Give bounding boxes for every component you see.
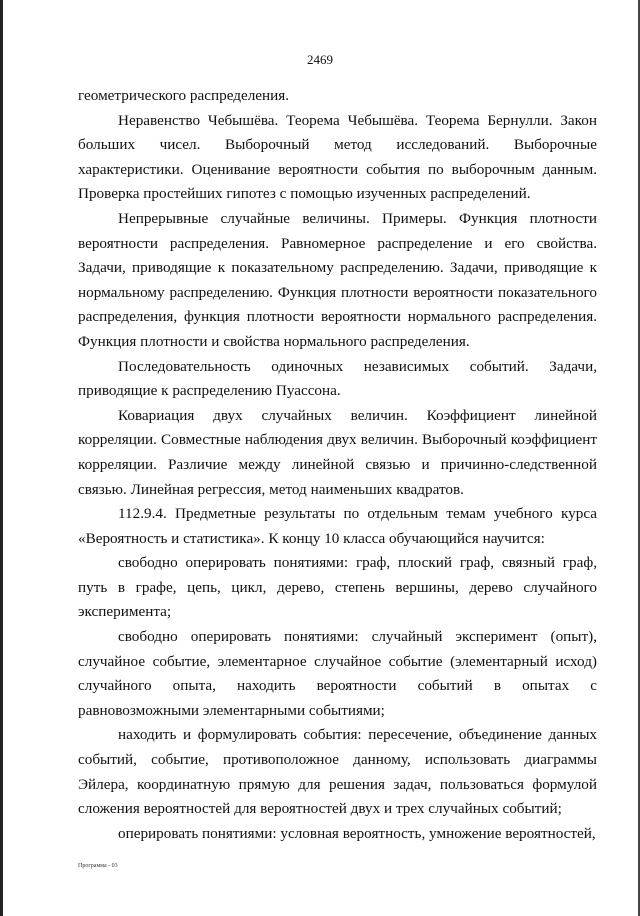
page-number: 2469 [307,52,333,67]
paragraph-subject-results: 112.9.4. Предметные результаты по отдельным темам учебного курса «Вероятность и статистика». К концу 10 класса обучающийся научится: [78,505,597,547]
paragraph-continuous-variables: Непрерывные случайные величины. Примеры. Функция плотности вероятности распределения. Равномерное распределение и его свойства. Задачи, приводящие к показательному распределению. Задачи, приводящие к нормальному распределению. Функция плотности вероятности показательного распределения, функция плотности вероятности нормального распределения. Функция плотности и свойства нормального распределения. [78,209,597,350]
paragraph-events-operations: находить и формулировать события: пересечение, объединение данных событий, событие, противоположное данному, использовать диаграммы Эйлера, координатную прямую для решения задач, пользоваться формулой сложения вероятностей для вероятностей двух и трех случайных событий; [78,726,597,818]
paragraph-random-experiment: свободно оперировать понятиями: случайный эксперимент (опыт), случайное событие, элементарное случайное событие (элементарный исход) случайного опыта, находить вероятности событий в опытах с равновозможными элементарными событиями; [78,628,597,719]
body-text [78,84,597,846]
footer-label: Программа - 03 [78,863,118,869]
paragraph-graphs: свободно оперировать понятиями: граф, плоский граф, связный граф, путь в графе, цепь, цикл, дерево, степень вершины, дерево случайного эксперимента; [78,554,597,621]
paragraph-chebyshev: Неравенство Чебышёва. Теорема Чебышёва. Теорема Бернулли. Закон больших чисел. Выборочный метод исследований. Выборочные характеристики. Оценивание вероятности события по выборочным данным. Проверка простейших гипотез с помощью изученных распределений. [78,111,597,203]
paragraph-conditional-probability: оперировать понятиями: условная вероятность, умножение вероятностей, [118,824,596,842]
scan-edge-left [0,0,3,916]
paragraph-geometric-continuation: геометрического распределения. [78,87,290,104]
paragraph-poisson: Последовательность одиночных независимых событий. Задачи, приводящие к распределению Пуассона. [78,357,597,400]
paragraph-covariance: Ковариация двух случайных величин. Коэффициент линейной корреляции. Совместные наблюдения двух величин. Выборочный коэффициент корреляции. Различие между линейной связью и причинно-следственной связью. Линейная регрессия, метод наименьших квадратов. [78,406,597,498]
